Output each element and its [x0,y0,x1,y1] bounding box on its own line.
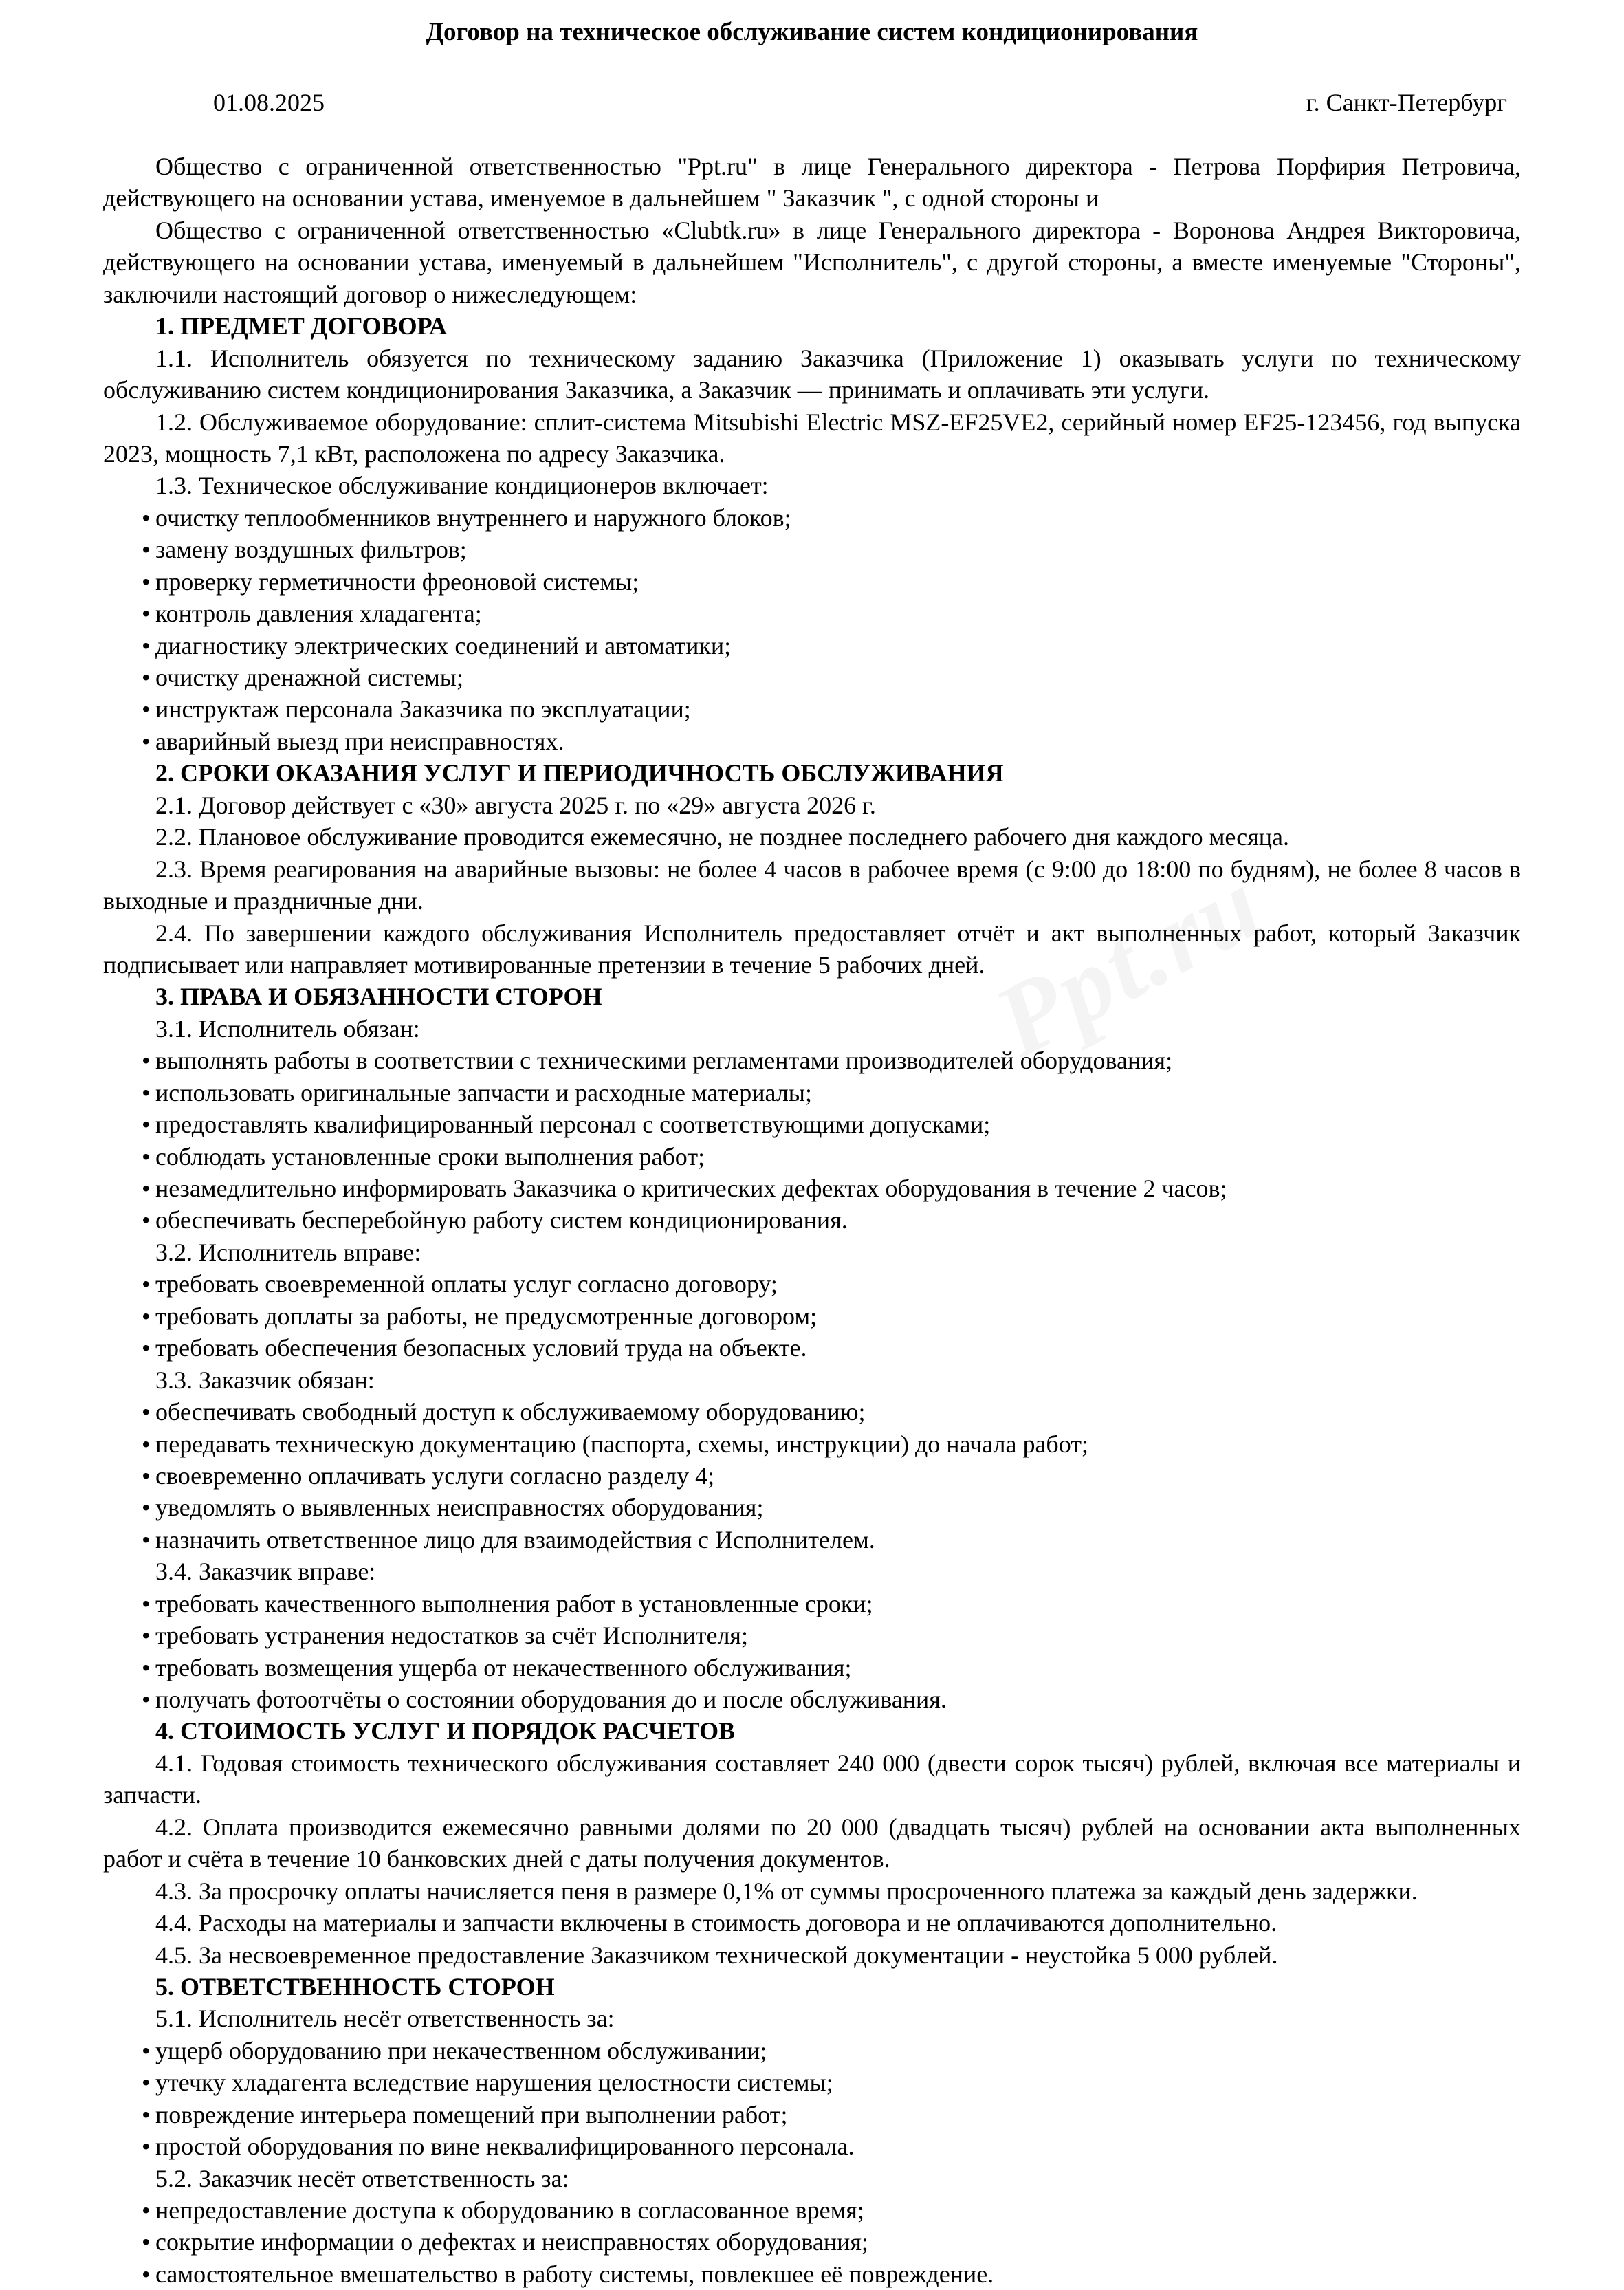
section-heading-1: 1. ПРЕДМЕТ ДОГОВОРА [155,312,447,340]
preamble-customer: Общество с ограниченной ответственностью "Ppt.ru" в лице Генерального директора - Петрова Порфирия Петровича, действующего на основании устава, именуемое в дальнейшем " Заказчик ", с одной стороны и [103,153,1521,212]
list-item: • соблюдать установленные сроки выполнения работ; [103,1141,1521,1173]
page-title: Договор на техническое обслуживание систем кондиционирования [426,18,1198,46]
list-item: • предоставлять квалифицированный персонал с соответствующими допусками; [103,1109,1521,1140]
document-meta [103,87,1521,119]
bullet-list-3-1 [103,1045,1521,1236]
list-item: • уведомлять о выявленных неисправностях оборудования; [103,1492,1521,1523]
list-item: • очистку теплообменников внутреннего и наружного блоков; [103,502,1521,534]
list-item: • ущерб оборудованию при некачественном обслуживании; [103,2035,1521,2067]
list-item: • утечку хладагента вследствие нарушения целостности системы; [103,2067,1521,2098]
document-city: г. Санкт-Петербург [1306,89,1507,117]
clause-4-1: 4.1. Годовая стоимость технического обслуживания составляет 240 000 (двести сорок тысяч) рублей, включая все материалы и запчасти. [103,1749,1521,1809]
list-item: • самостоятельное вмешательство в работу системы, повлекшее её повреждение. [103,2258,1521,2290]
clause-3-2: 3.2. Исполнитель вправе: [155,1238,421,1266]
section-heading-5: 5. ОТВЕТСТВЕННОСТЬ СТОРОН [155,1972,555,2000]
list-item: • контроль давления хладагента; [103,598,1521,629]
list-item: • простой оборудования по вине неквалифицированного персонала. [103,2130,1521,2162]
list-item: • повреждение интерьера помещений при выполнении работ; [103,2099,1521,2130]
clause-2-4: 2.4. По завершении каждого обслуживания Исполнитель предоставляет отчёт и акт выполненных работ, который Заказчик подписывает или направляет мотивированные претензии в течение 5 рабочих дней. [103,919,1521,979]
clause-1-3: 1.3. Техническое обслуживание кондиционеров включает: [155,472,769,500]
document-date: 01.08.2025 [213,89,325,117]
clause-4-4: 4.4. Расходы на материалы и запчасти включены в стоимость договора и не оплачиваются дополнительно. [155,1909,1277,1937]
list-item: • сокрытие информации о дефектах и неисправностях оборудования; [103,2226,1521,2258]
clause-4-2: 4.2. Оплата производится ежемесячно равными долями по 20 000 (двадцать тысяч) рублей на основании акта выполненных работ и счёта в течение 10 банковских дней с даты получения документов. [103,1813,1521,1873]
clause-2-1: 2.1. Договор действует с «30» августа 2025 г. по «29» августа 2026 г. [155,791,876,819]
bullet-list-5-1 [103,2035,1521,2163]
bullet-list-3-2 [103,1268,1521,1364]
list-item: • непредоставление доступа к оборудованию в согласованное время; [103,2194,1521,2226]
list-item: • требовать доплаты за работы, не предусмотренные договором; [103,1300,1521,1332]
clause-5-1: 5.1. Исполнитель несёт ответственность за: [155,2005,615,2033]
clause-3-4: 3.4. Заказчик вправе: [155,1558,376,1586]
list-item: • обеспечивать бесперебойную работу систем кондиционирования. [103,1204,1521,1236]
list-item: • передавать техническую документацию (паспорта, схемы, инструкции) до начала работ; [103,1428,1521,1460]
list-item: • требовать обеспечения безопасных условий труда на объекте. [103,1332,1521,1364]
clause-4-5: 4.5. За несвоевременное предоставление Заказчиком технической документации - неустойка 5 000 рублей. [155,1941,1278,1969]
bullet-list-1-3 [103,502,1521,758]
list-item: • требовать своевременной оплаты услуг согласно договору; [103,1268,1521,1300]
bullet-list-3-4 [103,1588,1521,1716]
list-item: • выполнять работы в соответствии с техническими регламентами производителей оборудования; [103,1045,1521,1076]
document-body [103,151,1521,2290]
clause-1-2: 1.2. Обслуживаемое оборудование: сплит-система Mitsubishi Electric MSZ-EF25VE2, серийный номер EF25-123456, год выпуска 2023, мощность 7,1 кВт, расположена по адресу Заказчика. [103,408,1521,468]
list-item: • требовать возмещения ущерба от некачественного обслуживания; [103,1652,1521,1683]
list-item: • незамедлительно информировать Заказчика о критических дефектах оборудования в течение 2 часов; [103,1173,1521,1204]
list-item: • очистку дренажной системы; [103,662,1521,693]
preamble-contractor: Общество с ограниченной ответственностью «Clubtk.ru» в лице Генерального директора - Воронова Андрея Викторовича, действующего на основании устава, именуемый в дальнейшем "Исполнитель", с другой стороны, а вместе именуемые "Стороны", заключили настоящий договор о нижеследующем: [103,216,1521,308]
list-item: • использовать оригинальные запчасти и расходные материалы; [103,1077,1521,1109]
list-item: • требовать устранения недостатков за счёт Исполнителя; [103,1620,1521,1651]
list-item: • замену воздушных фильтров; [103,534,1521,565]
clause-3-1: 3.1. Исполнитель обязан: [155,1014,420,1043]
bullet-list-5-2 [103,2194,1521,2290]
list-item: • назначить ответственное лицо для взаимодействия с Исполнителем. [103,1524,1521,1556]
clause-5-2: 5.2. Заказчик несёт ответственность за: [155,2164,569,2192]
bullet-list-3-3 [103,1396,1521,1556]
list-item: • аварийный выезд при неисправностях. [103,726,1521,757]
section-heading-4: 4. СТОИМОСТЬ УСЛУГ И ПОРЯДОК РАСЧЕТОВ [155,1717,736,1745]
clause-1-1: 1.1. Исполнитель обязуется по техническому заданию Заказчика (Приложение 1) оказывать услуги по техническому обслуживанию систем кондиционирования Заказчика, а Заказчик — принимать и оплачивать эти услуги. [103,344,1521,404]
section-heading-3: 3. ПРАВА И ОБЯЗАННОСТИ СТОРОН [155,983,602,1011]
section-heading-2: 2. СРОКИ ОКАЗАНИЯ УСЛУГ И ПЕРИОДИЧНОСТЬ ОБСЛУЖИВАНИЯ [155,759,1004,787]
clause-4-3: 4.3. За просрочку оплаты начисляется пеня в размере 0,1% от суммы просроченного платежа за каждый день задержки. [155,1877,1418,1905]
list-item: • получать фотоотчёты о состоянии оборудования до и после обслуживания. [103,1683,1521,1715]
list-item: • обеспечивать свободный доступ к обслуживаемому оборудованию; [103,1396,1521,1428]
list-item: • инструктаж персонала Заказчика по эксплуатации; [103,693,1521,725]
list-item: • требовать качественного выполнения работ в установленные сроки; [103,1588,1521,1620]
clause-2-3: 2.3. Время реагирования на аварийные вызовы: не более 4 часов в рабочее время (с 9:00 до 18:00 по будням), не более 8 часов в выходные и праздничные дни. [103,855,1521,915]
list-item: • диагностику электрических соединений и автоматики; [103,630,1521,662]
list-item: • проверку герметичности фреоновой системы; [103,566,1521,598]
clause-2-2: 2.2. Плановое обслуживание проводится ежемесячно, не позднее последнего рабочего дня каждого месяца. [155,823,1290,851]
list-item: • своевременно оплачивать услуги согласно разделу 4; [103,1460,1521,1492]
clause-3-3: 3.3. Заказчик обязан: [155,1366,375,1394]
